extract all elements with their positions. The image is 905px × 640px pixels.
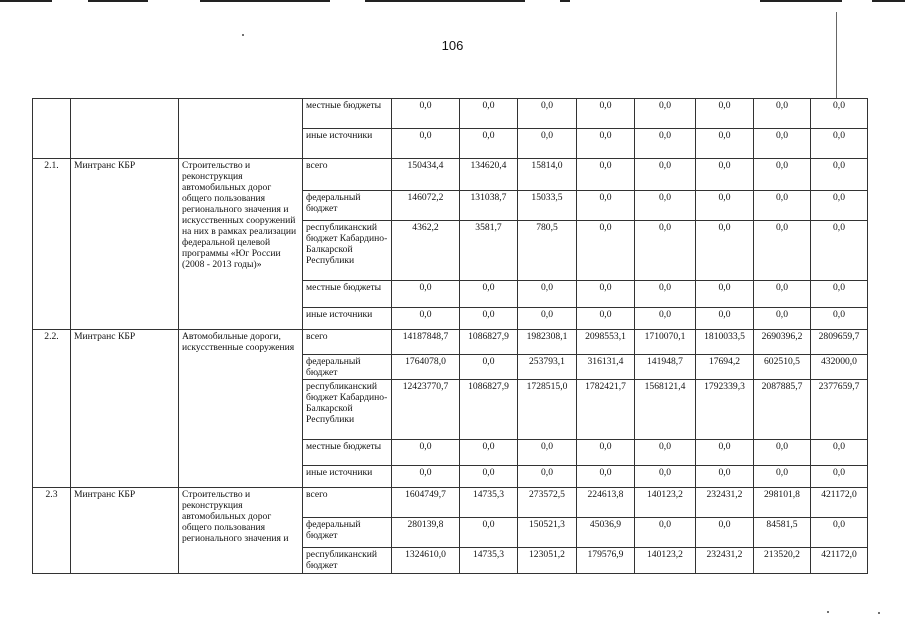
funding-source-cell: федеральный бюджет bbox=[303, 518, 392, 548]
amount-cell: 0,0 bbox=[518, 308, 577, 330]
amount-cell: 0,0 bbox=[696, 221, 754, 281]
amount-cell: 1982308,1 bbox=[518, 330, 577, 355]
amount-cell: 123051,2 bbox=[518, 548, 577, 574]
amount-cell: 273572,5 bbox=[518, 488, 577, 518]
amount-cell: 0,0 bbox=[754, 466, 811, 488]
description-cell: Автомобильные дороги, искусственные сооружения bbox=[179, 330, 303, 488]
description-cell: Строительство и реконструкция автомобильных дорог общего пользования регионального значения и bbox=[179, 488, 303, 574]
table-row bbox=[33, 159, 868, 191]
amount-cell: 0,0 bbox=[392, 308, 460, 330]
table-row bbox=[33, 99, 868, 129]
amount-cell: 140123,2 bbox=[635, 548, 696, 574]
amount-cell: 0,0 bbox=[635, 221, 696, 281]
amount-cell: 2087885,7 bbox=[754, 380, 811, 440]
amount-cell: 0,0 bbox=[696, 191, 754, 221]
amount-cell: 1810033,5 bbox=[696, 330, 754, 355]
amount-cell: 0,0 bbox=[696, 129, 754, 159]
amount-cell: 15033,5 bbox=[518, 191, 577, 221]
funding-source-cell: местные бюджеты bbox=[303, 440, 392, 466]
amount-cell: 0,0 bbox=[635, 281, 696, 308]
amount-cell: 1782421,7 bbox=[577, 380, 635, 440]
amount-cell: 131038,7 bbox=[460, 191, 518, 221]
amount-cell: 0,0 bbox=[696, 518, 754, 548]
table-row bbox=[33, 488, 868, 518]
amount-cell: 12423770,7 bbox=[392, 380, 460, 440]
amount-cell: 0,0 bbox=[696, 466, 754, 488]
amount-cell: 602510,5 bbox=[754, 355, 811, 380]
funding-source-cell: республиканский бюджет Кабардино- Балкарской Республики bbox=[303, 221, 392, 281]
scan-artifact bbox=[242, 34, 244, 36]
amount-cell: 0,0 bbox=[460, 99, 518, 129]
description-cell: Строительство и реконструкция автомобильных дорог общего пользования регионального значения и искусственных сооружений на них в рамках реализации федеральной целевой программы «Юг России (2008 - 2013 годы)» bbox=[179, 159, 303, 330]
amount-cell: 0,0 bbox=[754, 281, 811, 308]
amount-cell: 1710070,1 bbox=[635, 330, 696, 355]
amount-cell: 1324610,0 bbox=[392, 548, 460, 574]
amount-cell: 0,0 bbox=[392, 129, 460, 159]
amount-cell: 1086827,9 bbox=[460, 330, 518, 355]
amount-cell: 316131,4 bbox=[577, 355, 635, 380]
amount-cell: 0,0 bbox=[696, 99, 754, 129]
amount-cell: 0,0 bbox=[635, 518, 696, 548]
amount-cell: 0,0 bbox=[754, 440, 811, 466]
scan-artifact bbox=[836, 12, 837, 98]
amount-cell: 0,0 bbox=[577, 159, 635, 191]
agency-cell: Минтранс КБР bbox=[71, 488, 179, 574]
funding-source-cell: федеральный бюджет bbox=[303, 191, 392, 221]
amount-cell: 0,0 bbox=[696, 281, 754, 308]
description-cell bbox=[179, 99, 303, 159]
amount-cell: 213520,2 bbox=[754, 548, 811, 574]
amount-cell: 432000,0 bbox=[811, 355, 868, 380]
funding-source-cell: всего bbox=[303, 330, 392, 355]
amount-cell: 150434,4 bbox=[392, 159, 460, 191]
funding-source-cell: местные бюджеты bbox=[303, 281, 392, 308]
amount-cell: 14735,3 bbox=[460, 548, 518, 574]
amount-cell: 0,0 bbox=[577, 129, 635, 159]
amount-cell: 2098553,1 bbox=[577, 330, 635, 355]
amount-cell: 146072,2 bbox=[392, 191, 460, 221]
funding-source-cell: иные источники bbox=[303, 466, 392, 488]
funding-source-cell: иные источники bbox=[303, 308, 392, 330]
amount-cell: 179576,9 bbox=[577, 548, 635, 574]
amount-cell: 0,0 bbox=[696, 159, 754, 191]
amount-cell: 1086827,9 bbox=[460, 380, 518, 440]
amount-cell: 232431,2 bbox=[696, 548, 754, 574]
amount-cell: 15814,0 bbox=[518, 159, 577, 191]
amount-cell: 224613,8 bbox=[577, 488, 635, 518]
scan-artifact bbox=[365, 0, 525, 2]
amount-cell: 0,0 bbox=[577, 440, 635, 466]
amount-cell: 0,0 bbox=[811, 221, 868, 281]
amount-cell: 0,0 bbox=[635, 191, 696, 221]
amount-cell: 0,0 bbox=[811, 466, 868, 488]
amount-cell: 1764078,0 bbox=[392, 355, 460, 380]
amount-cell: 0,0 bbox=[518, 440, 577, 466]
amount-cell: 0,0 bbox=[754, 308, 811, 330]
amount-cell: 421172,0 bbox=[811, 548, 868, 574]
amount-cell: 1792339,3 bbox=[696, 380, 754, 440]
amount-cell: 232431,2 bbox=[696, 488, 754, 518]
amount-cell: 1604749,7 bbox=[392, 488, 460, 518]
amount-cell: 0,0 bbox=[518, 129, 577, 159]
row-index-cell: 2.2. bbox=[33, 330, 71, 488]
amount-cell: 0,0 bbox=[635, 99, 696, 129]
scan-artifact bbox=[200, 0, 330, 2]
amount-cell: 84581,5 bbox=[754, 518, 811, 548]
amount-cell: 150521,3 bbox=[518, 518, 577, 548]
amount-cell: 0,0 bbox=[392, 99, 460, 129]
funding-source-cell: всего bbox=[303, 159, 392, 191]
amount-cell: 0,0 bbox=[577, 308, 635, 330]
amount-cell: 0,0 bbox=[811, 281, 868, 308]
amount-cell: 0,0 bbox=[696, 308, 754, 330]
amount-cell: 0,0 bbox=[460, 440, 518, 466]
amount-cell: 0,0 bbox=[635, 129, 696, 159]
amount-cell: 0,0 bbox=[811, 308, 868, 330]
amount-cell: 0,0 bbox=[577, 191, 635, 221]
amount-cell: 140123,2 bbox=[635, 488, 696, 518]
scan-artifact bbox=[0, 0, 52, 2]
amount-cell: 0,0 bbox=[460, 466, 518, 488]
amount-cell: 0,0 bbox=[635, 466, 696, 488]
amount-cell: 4362,2 bbox=[392, 221, 460, 281]
funding-source-cell: всего bbox=[303, 488, 392, 518]
amount-cell: 134620,4 bbox=[460, 159, 518, 191]
funding-source-cell: иные источники bbox=[303, 129, 392, 159]
amount-cell: 0,0 bbox=[518, 99, 577, 129]
amount-cell: 253793,1 bbox=[518, 355, 577, 380]
amount-cell: 1568121,4 bbox=[635, 380, 696, 440]
amount-cell: 1728515,0 bbox=[518, 380, 577, 440]
amount-cell: 0,0 bbox=[811, 518, 868, 548]
amount-cell: 0,0 bbox=[754, 221, 811, 281]
amount-cell: 0,0 bbox=[754, 129, 811, 159]
amount-cell: 0,0 bbox=[460, 281, 518, 308]
amount-cell: 0,0 bbox=[460, 355, 518, 380]
row-index-cell bbox=[33, 99, 71, 159]
amount-cell: 0,0 bbox=[392, 440, 460, 466]
agency-cell bbox=[71, 99, 179, 159]
amount-cell: 0,0 bbox=[577, 221, 635, 281]
row-index-cell: 2.1. bbox=[33, 159, 71, 330]
amount-cell: 0,0 bbox=[577, 99, 635, 129]
amount-cell: 0,0 bbox=[392, 466, 460, 488]
amount-cell: 280139,8 bbox=[392, 518, 460, 548]
amount-cell: 0,0 bbox=[811, 129, 868, 159]
amount-cell: 14735,3 bbox=[460, 488, 518, 518]
funding-source-cell: федеральный бюджет bbox=[303, 355, 392, 380]
amount-cell: 0,0 bbox=[811, 440, 868, 466]
scan-artifact bbox=[560, 0, 570, 2]
amount-cell: 2377659,7 bbox=[811, 380, 868, 440]
amount-cell: 0,0 bbox=[518, 281, 577, 308]
funding-source-cell: местные бюджеты bbox=[303, 99, 392, 129]
agency-cell: Минтранс КБР bbox=[71, 159, 179, 330]
amount-cell: 298101,8 bbox=[754, 488, 811, 518]
amount-cell: 780,5 bbox=[518, 221, 577, 281]
amount-cell: 0,0 bbox=[460, 518, 518, 548]
amount-cell: 0,0 bbox=[460, 129, 518, 159]
scan-artifact bbox=[878, 612, 880, 614]
amount-cell: 14187848,7 bbox=[392, 330, 460, 355]
amount-cell: 2690396,2 bbox=[754, 330, 811, 355]
scan-artifact bbox=[872, 0, 905, 2]
amount-cell: 0,0 bbox=[811, 99, 868, 129]
amount-cell: 0,0 bbox=[635, 308, 696, 330]
amount-cell: 0,0 bbox=[754, 99, 811, 129]
amount-cell: 0,0 bbox=[518, 466, 577, 488]
amount-cell: 0,0 bbox=[811, 191, 868, 221]
amount-cell: 0,0 bbox=[811, 159, 868, 191]
amount-cell: 0,0 bbox=[460, 308, 518, 330]
amount-cell: 45036,9 bbox=[577, 518, 635, 548]
agency-cell: Минтранс КБР bbox=[71, 330, 179, 488]
funding-source-cell: республиканский бюджет Кабардино- Балкарской Республики bbox=[303, 380, 392, 440]
amount-cell: 0,0 bbox=[635, 159, 696, 191]
row-index-cell: 2.3 bbox=[33, 488, 71, 574]
budget-table bbox=[32, 98, 868, 574]
amount-cell: 0,0 bbox=[635, 440, 696, 466]
scan-artifact bbox=[760, 0, 842, 2]
amount-cell: 0,0 bbox=[696, 440, 754, 466]
amount-cell: 0,0 bbox=[577, 281, 635, 308]
amount-cell: 0,0 bbox=[754, 159, 811, 191]
amount-cell: 0,0 bbox=[392, 281, 460, 308]
amount-cell: 141948,7 bbox=[635, 355, 696, 380]
scan-artifact bbox=[827, 611, 829, 613]
amount-cell: 421172,0 bbox=[811, 488, 868, 518]
page-number: 106 bbox=[441, 38, 464, 53]
amount-cell: 2809659,7 bbox=[811, 330, 868, 355]
amount-cell: 0,0 bbox=[754, 191, 811, 221]
scan-artifact bbox=[88, 0, 148, 2]
amount-cell: 0,0 bbox=[577, 466, 635, 488]
amount-cell: 3581,7 bbox=[460, 221, 518, 281]
funding-source-cell: республиканский бюджет bbox=[303, 548, 392, 574]
amount-cell: 17694,2 bbox=[696, 355, 754, 380]
table-row bbox=[33, 330, 868, 355]
